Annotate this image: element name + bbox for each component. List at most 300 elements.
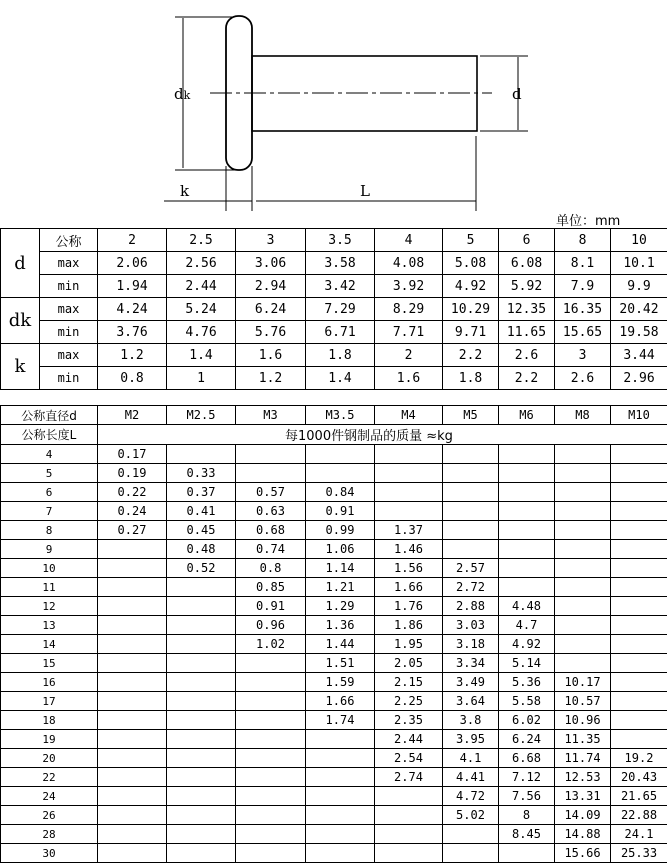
param-label-k: k xyxy=(1,344,40,390)
table-row xyxy=(1,787,667,806)
spec-value: 2.6 xyxy=(499,344,555,367)
table-row xyxy=(1,521,667,540)
mass-value xyxy=(555,559,611,578)
length-value: 19 xyxy=(1,730,98,749)
table-row xyxy=(1,578,667,597)
spec-value: 2.2 xyxy=(443,344,499,367)
mass-value: 3.18 xyxy=(443,635,499,654)
length-value: 24 xyxy=(1,787,98,806)
mass-value: 2.25 xyxy=(375,692,443,711)
mass-value xyxy=(555,445,611,464)
mass-value xyxy=(611,597,667,616)
mass-value: 10.96 xyxy=(555,711,611,730)
mass-value xyxy=(236,825,306,844)
length-value: 12 xyxy=(1,597,98,616)
mass-value: 3.49 xyxy=(443,673,499,692)
spec-value: 3.58 xyxy=(306,252,375,275)
mass-value xyxy=(236,730,306,749)
limit-label: max xyxy=(40,298,98,321)
mass-value xyxy=(611,502,667,521)
size-header: M4 xyxy=(375,406,443,425)
mass-value: 11.35 xyxy=(555,730,611,749)
spec-value: 4.24 xyxy=(98,298,167,321)
mass-value xyxy=(236,844,306,863)
size-header: M8 xyxy=(555,406,611,425)
mass-value: 22.88 xyxy=(611,806,667,825)
diameter-label: 公称直径d xyxy=(1,406,98,425)
spec-value: 5.92 xyxy=(499,275,555,298)
spec-value: 10.1 xyxy=(611,252,667,275)
spec-value: 1.2 xyxy=(98,344,167,367)
mass-value xyxy=(306,730,375,749)
mass-value xyxy=(98,749,167,768)
mass-value: 1.46 xyxy=(375,540,443,559)
mass-value xyxy=(611,540,667,559)
mass-value xyxy=(306,806,375,825)
mass-value: 19.2 xyxy=(611,749,667,768)
spec-value: 6.08 xyxy=(499,252,555,275)
table-row xyxy=(1,464,667,483)
mass-value: 1.14 xyxy=(306,559,375,578)
mass-value xyxy=(555,540,611,559)
spec-value: 1.4 xyxy=(167,344,236,367)
spec-value: 3.44 xyxy=(611,344,667,367)
spec-value: 9.9 xyxy=(611,275,667,298)
mass-value xyxy=(555,597,611,616)
mass-value: 6.02 xyxy=(499,711,555,730)
nominal-row xyxy=(1,229,667,252)
spec-row-d-min xyxy=(1,275,667,298)
mass-value xyxy=(306,749,375,768)
mass-value xyxy=(236,673,306,692)
mass-value xyxy=(236,711,306,730)
mass-value xyxy=(167,616,236,635)
mass-value: 0.37 xyxy=(167,483,236,502)
mass-value xyxy=(499,483,555,502)
length-value: 7 xyxy=(1,502,98,521)
mass-value: 1.21 xyxy=(306,578,375,597)
rivet-diagram xyxy=(0,0,667,215)
mass-value: 1.95 xyxy=(375,635,443,654)
spec-value: 2 xyxy=(375,344,443,367)
mass-value xyxy=(167,806,236,825)
mass-value: 11.74 xyxy=(555,749,611,768)
mass-value xyxy=(98,654,167,673)
size-header: M2.5 xyxy=(167,406,236,425)
mass-value xyxy=(98,692,167,711)
mass-value: 3.34 xyxy=(443,654,499,673)
mass-value: 0.24 xyxy=(98,502,167,521)
length-value: 13 xyxy=(1,616,98,635)
spec-value: 1.4 xyxy=(306,367,375,390)
limit-label: min xyxy=(40,367,98,390)
mass-value xyxy=(98,787,167,806)
mass-value xyxy=(167,654,236,673)
length-value: 17 xyxy=(1,692,98,711)
mass-value xyxy=(611,673,667,692)
mass-value: 5.14 xyxy=(499,654,555,673)
mass-value xyxy=(98,597,167,616)
mass-value xyxy=(611,711,667,730)
table-row xyxy=(1,768,667,787)
mass-value: 24.1 xyxy=(611,825,667,844)
mass-value: 0.74 xyxy=(236,540,306,559)
mass-value xyxy=(555,502,611,521)
mass-value: 0.27 xyxy=(98,521,167,540)
mass-value: 0.33 xyxy=(167,464,236,483)
mass-value xyxy=(499,445,555,464)
spec-value: 6.71 xyxy=(306,321,375,344)
mass-value xyxy=(611,483,667,502)
mass-value: 1.66 xyxy=(375,578,443,597)
table-row xyxy=(1,844,667,863)
table-row xyxy=(1,559,667,578)
spec-value: 15.65 xyxy=(555,321,611,344)
mass-value xyxy=(306,844,375,863)
mass-value: 6.68 xyxy=(499,749,555,768)
mass-value: 1.56 xyxy=(375,559,443,578)
mass-value: 0.68 xyxy=(236,521,306,540)
table-row xyxy=(1,654,667,673)
mass-value xyxy=(167,673,236,692)
nominal-value: 3 xyxy=(236,229,306,252)
dimension-spec-table xyxy=(0,228,667,390)
length-value: 11 xyxy=(1,578,98,597)
mass-value: 1.76 xyxy=(375,597,443,616)
spec-row-k-max xyxy=(1,344,667,367)
mass-value: 0.84 xyxy=(306,483,375,502)
mass-value: 1.59 xyxy=(306,673,375,692)
mass-value: 0.91 xyxy=(306,502,375,521)
length-value: 28 xyxy=(1,825,98,844)
length-label: 公称长度L xyxy=(1,425,98,445)
mass-value xyxy=(443,483,499,502)
spec-value: 3.76 xyxy=(98,321,167,344)
mass-value xyxy=(98,673,167,692)
spec-value: 7.71 xyxy=(375,321,443,344)
mass-value xyxy=(611,654,667,673)
mass-value xyxy=(499,464,555,483)
mass-value xyxy=(611,635,667,654)
table-row xyxy=(1,597,667,616)
mass-value xyxy=(443,445,499,464)
spec-value: 4.92 xyxy=(443,275,499,298)
mass-value xyxy=(236,787,306,806)
mass-value xyxy=(306,787,375,806)
spec-value: 3.42 xyxy=(306,275,375,298)
mass-value xyxy=(98,540,167,559)
mass-value: 2.35 xyxy=(375,711,443,730)
mass-value xyxy=(167,749,236,768)
mass-value xyxy=(375,806,443,825)
spec-row-k-min xyxy=(1,367,667,390)
nominal-value: 2.5 xyxy=(167,229,236,252)
mass-value xyxy=(611,521,667,540)
mass-value xyxy=(98,559,167,578)
length-value: 10 xyxy=(1,559,98,578)
length-value: 8 xyxy=(1,521,98,540)
spec-row-dk-max xyxy=(1,298,667,321)
spec-value: 3 xyxy=(555,344,611,367)
mass-value: 21.65 xyxy=(611,787,667,806)
mass-value: 0.85 xyxy=(236,578,306,597)
mass-value xyxy=(611,464,667,483)
d-label: d xyxy=(512,85,522,103)
mass-value xyxy=(306,768,375,787)
limit-label: max xyxy=(40,344,98,367)
spec-row-dk-min xyxy=(1,321,667,344)
mass-value: 0.63 xyxy=(236,502,306,521)
mass-value: 0.99 xyxy=(306,521,375,540)
mass-value: 0.57 xyxy=(236,483,306,502)
mass-value xyxy=(375,483,443,502)
mass-value: 1.36 xyxy=(306,616,375,635)
mass-value xyxy=(443,464,499,483)
table-row xyxy=(1,673,667,692)
table-row xyxy=(1,616,667,635)
mass-value xyxy=(443,844,499,863)
mass-value xyxy=(375,825,443,844)
spec-value: 1.94 xyxy=(98,275,167,298)
length-value: 4 xyxy=(1,445,98,464)
mass-value xyxy=(98,806,167,825)
length-value: 16 xyxy=(1,673,98,692)
mass-value xyxy=(555,483,611,502)
mass-value: 0.41 xyxy=(167,502,236,521)
table-row xyxy=(1,540,667,559)
mass-value xyxy=(167,692,236,711)
spec-value: 9.71 xyxy=(443,321,499,344)
table-row xyxy=(1,692,667,711)
length-value: 9 xyxy=(1,540,98,559)
mass-value: 14.09 xyxy=(555,806,611,825)
mass-value xyxy=(555,578,611,597)
mass-value xyxy=(236,768,306,787)
mass-value xyxy=(443,521,499,540)
table-row xyxy=(1,825,667,844)
mass-value: 14.88 xyxy=(555,825,611,844)
mass-value xyxy=(611,730,667,749)
mass-value xyxy=(555,616,611,635)
mass-value xyxy=(375,787,443,806)
mass-value xyxy=(236,654,306,673)
mass-value: 4.72 xyxy=(443,787,499,806)
mass-value: 5.58 xyxy=(499,692,555,711)
mass-value xyxy=(306,464,375,483)
spec-value: 12.35 xyxy=(499,298,555,321)
mass-value: 0.8 xyxy=(236,559,306,578)
limit-label: min xyxy=(40,275,98,298)
size-header: M3 xyxy=(236,406,306,425)
mass-value xyxy=(555,521,611,540)
mass-value: 3.95 xyxy=(443,730,499,749)
mass-value: 3.64 xyxy=(443,692,499,711)
mass-value: 2.74 xyxy=(375,768,443,787)
mass-value xyxy=(167,597,236,616)
mass-value: 2.57 xyxy=(443,559,499,578)
mass-value: 12.53 xyxy=(555,768,611,787)
mass-value: 4.92 xyxy=(499,635,555,654)
spec-row-d-max xyxy=(1,252,667,275)
table-row xyxy=(1,502,667,521)
mass-value xyxy=(167,844,236,863)
mass-value: 3.8 xyxy=(443,711,499,730)
mass-value: 4.41 xyxy=(443,768,499,787)
mass-value xyxy=(167,730,236,749)
mass-value: 2.88 xyxy=(443,597,499,616)
spec-value: 8.29 xyxy=(375,298,443,321)
k-label: k xyxy=(180,182,190,200)
length-value: 22 xyxy=(1,768,98,787)
mass-value: 13.31 xyxy=(555,787,611,806)
limit-label: max xyxy=(40,252,98,275)
unit-label: 单位：mm xyxy=(556,210,620,229)
table-row xyxy=(1,730,667,749)
mass-value xyxy=(98,578,167,597)
mass-value: 0.22 xyxy=(98,483,167,502)
mass-value xyxy=(499,521,555,540)
nominal-value: 8 xyxy=(555,229,611,252)
mass-value xyxy=(167,711,236,730)
size-header: M2 xyxy=(98,406,167,425)
spec-value: 2.56 xyxy=(167,252,236,275)
length-value: 5 xyxy=(1,464,98,483)
length-value: 20 xyxy=(1,749,98,768)
mass-value: 2.15 xyxy=(375,673,443,692)
length-value: 18 xyxy=(1,711,98,730)
mass-value xyxy=(236,806,306,825)
param-label-dk: dk xyxy=(1,298,40,344)
mass-value: 8.45 xyxy=(499,825,555,844)
mass-value: 1.06 xyxy=(306,540,375,559)
size-header: M6 xyxy=(499,406,555,425)
size-header: M10 xyxy=(611,406,667,425)
spec-value: 3.06 xyxy=(236,252,306,275)
mass-value xyxy=(167,635,236,654)
mass-value xyxy=(611,578,667,597)
spec-value: 16.35 xyxy=(555,298,611,321)
mass-value: 10.57 xyxy=(555,692,611,711)
mass-value xyxy=(499,502,555,521)
mass-value xyxy=(167,578,236,597)
mass-value: 4.48 xyxy=(499,597,555,616)
nominal-label: 公称 xyxy=(40,229,98,252)
mass-value: 5.02 xyxy=(443,806,499,825)
mass-value: 0.52 xyxy=(167,559,236,578)
spec-value: 2.94 xyxy=(236,275,306,298)
spec-value: 5.08 xyxy=(443,252,499,275)
mass-value: 1.74 xyxy=(306,711,375,730)
table-row xyxy=(1,635,667,654)
mass-value: 1.44 xyxy=(306,635,375,654)
size-header-row xyxy=(1,406,667,425)
length-value: 30 xyxy=(1,844,98,863)
spec-value: 11.65 xyxy=(499,321,555,344)
spec-value: 1.6 xyxy=(375,367,443,390)
mass-value xyxy=(555,654,611,673)
spec-value: 20.42 xyxy=(611,298,667,321)
mass-value xyxy=(375,844,443,863)
mass-value: 1.37 xyxy=(375,521,443,540)
mass-value xyxy=(236,464,306,483)
spec-value: 2.96 xyxy=(611,367,667,390)
mass-value xyxy=(499,559,555,578)
mass-value xyxy=(98,844,167,863)
mass-value: 4.7 xyxy=(499,616,555,635)
mass-value: 2.44 xyxy=(375,730,443,749)
mass-value xyxy=(611,445,667,464)
mass-value: 1.86 xyxy=(375,616,443,635)
nominal-value: 3.5 xyxy=(306,229,375,252)
spec-value: 1.2 xyxy=(236,367,306,390)
mass-value xyxy=(98,635,167,654)
spec-value: 19.58 xyxy=(611,321,667,344)
mass-value: 6.24 xyxy=(499,730,555,749)
mass-value xyxy=(98,825,167,844)
mass-value xyxy=(98,616,167,635)
length-value: 15 xyxy=(1,654,98,673)
mass-value xyxy=(443,502,499,521)
mass-value xyxy=(611,692,667,711)
mass-value xyxy=(167,825,236,844)
mass-value xyxy=(236,749,306,768)
mass-value xyxy=(611,559,667,578)
mass-value: 2.72 xyxy=(443,578,499,597)
size-header: M3.5 xyxy=(306,406,375,425)
nominal-value: 6 xyxy=(499,229,555,252)
mass-value: 2.05 xyxy=(375,654,443,673)
mass-value xyxy=(443,825,499,844)
mass-value xyxy=(443,540,499,559)
L-label: L xyxy=(360,182,370,200)
table-row xyxy=(1,749,667,768)
nominal-value: 5 xyxy=(443,229,499,252)
mass-value: 0.91 xyxy=(236,597,306,616)
dk-label: dk xyxy=(174,85,191,103)
mass-value: 8 xyxy=(499,806,555,825)
spec-value: 4.08 xyxy=(375,252,443,275)
mass-value xyxy=(306,445,375,464)
mass-value: 15.66 xyxy=(555,844,611,863)
mass-value: 0.96 xyxy=(236,616,306,635)
mass-value xyxy=(375,502,443,521)
mass-value xyxy=(375,445,443,464)
nominal-value: 2 xyxy=(98,229,167,252)
spec-value: 4.76 xyxy=(167,321,236,344)
mass-value: 5.36 xyxy=(499,673,555,692)
mass-note: 每1000件钢制品的质量 ≈kg xyxy=(98,425,667,445)
mass-value: 20.43 xyxy=(611,768,667,787)
mass-value xyxy=(236,692,306,711)
mass-value: 0.17 xyxy=(98,445,167,464)
mass-value: 0.45 xyxy=(167,521,236,540)
mass-value: 0.48 xyxy=(167,540,236,559)
spec-value: 0.8 xyxy=(98,367,167,390)
table-row xyxy=(1,711,667,730)
mass-value: 25.33 xyxy=(611,844,667,863)
length-value: 26 xyxy=(1,806,98,825)
spec-value: 1 xyxy=(167,367,236,390)
mass-value: 7.12 xyxy=(499,768,555,787)
mass-value: 1.51 xyxy=(306,654,375,673)
spec-value: 1.8 xyxy=(443,367,499,390)
mass-value xyxy=(555,464,611,483)
spec-value: 2.44 xyxy=(167,275,236,298)
mass-value xyxy=(555,635,611,654)
mass-value: 7.56 xyxy=(499,787,555,806)
table-row xyxy=(1,806,667,825)
spec-value: 3.92 xyxy=(375,275,443,298)
